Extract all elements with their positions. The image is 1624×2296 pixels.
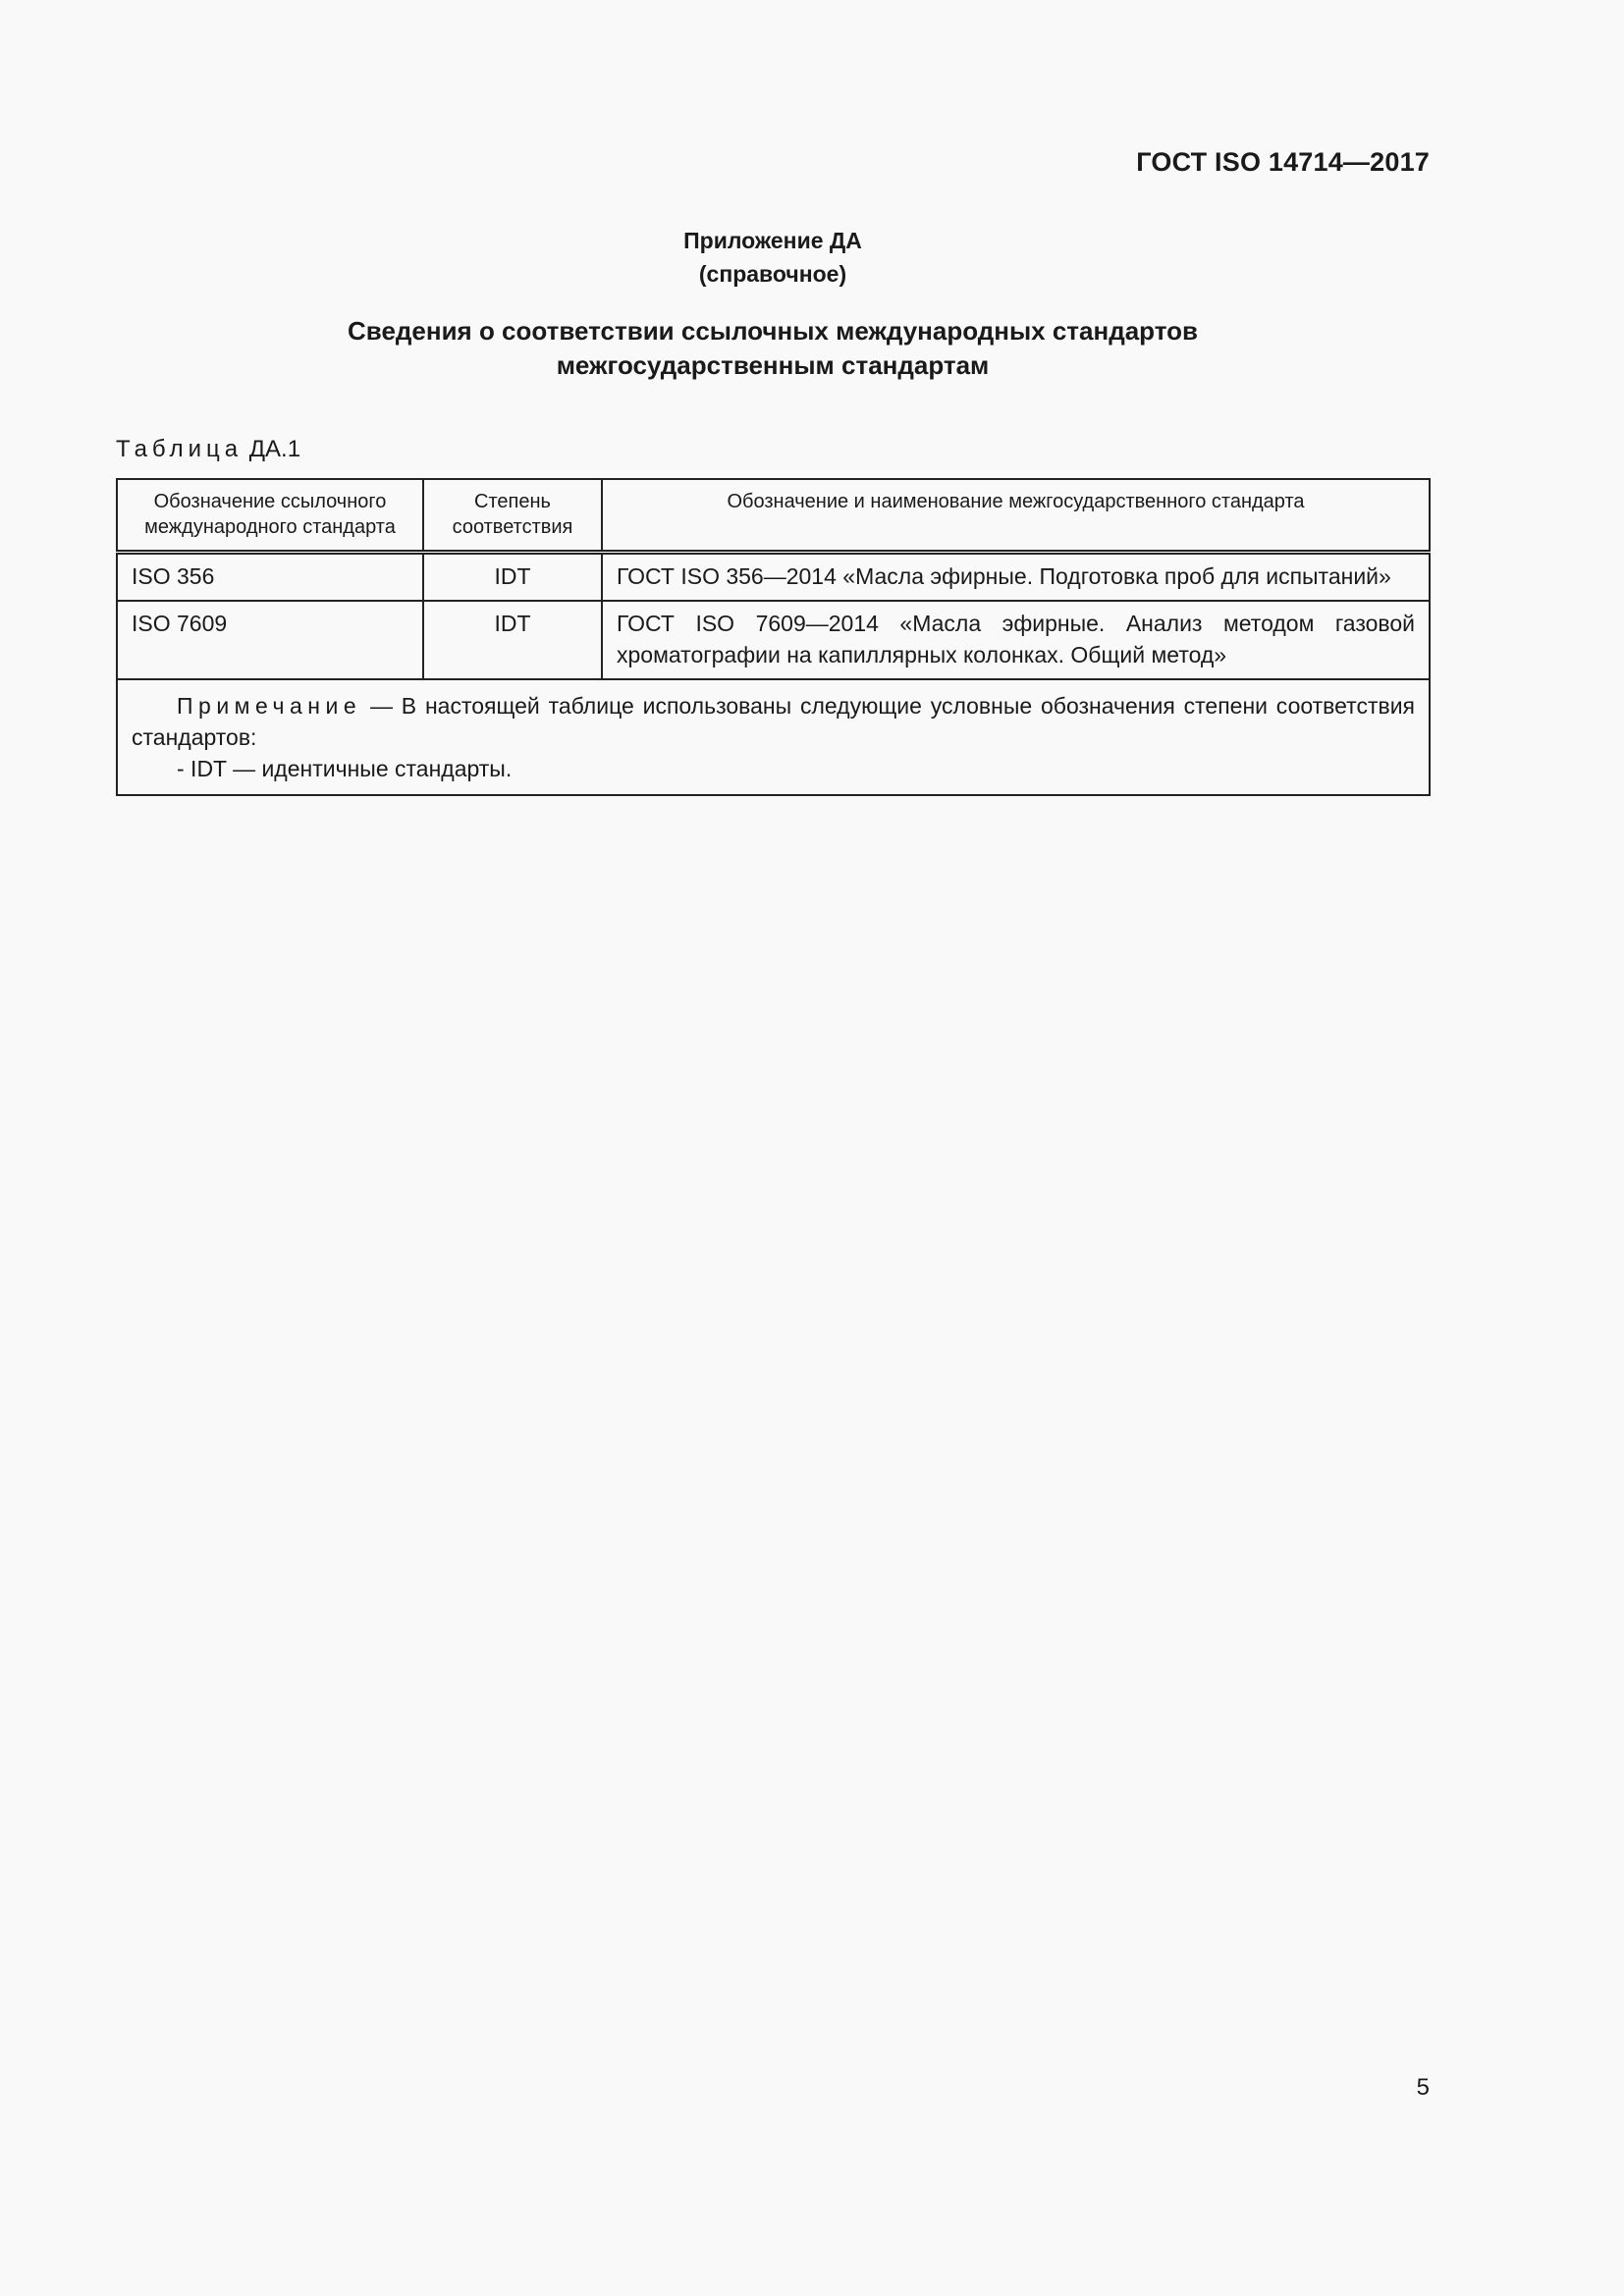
table-caption-number: ДА.1 <box>248 436 301 462</box>
annex-title <box>0 314 1545 383</box>
cell-national-standard: ГОСТ ISO 7609—2014 «Масла эфирные. Анализ методом газовой хроматографии на капиллярных колонках. Общий метод» <box>602 601 1430 679</box>
annex-heading <box>0 224 1545 291</box>
table-note-row <box>117 679 1430 795</box>
header-ref-standard: Обозначение ссылочного международного стандарта <box>117 479 423 553</box>
header-degree: Степень соответствия <box>423 479 602 553</box>
table-note <box>117 679 1430 795</box>
annex-name: Приложение ДА <box>683 228 862 253</box>
note-list-item: - IDT — идентичные стандарты. <box>177 756 513 781</box>
annex-kind: (справочное) <box>698 261 847 287</box>
cell-degree: IDT <box>423 601 602 679</box>
table-header-row <box>117 479 1430 553</box>
page-number: 5 <box>1416 2074 1430 2101</box>
table-caption <box>116 436 300 463</box>
note-label: Примечание <box>177 693 362 719</box>
note-paragraph <box>132 690 1415 753</box>
correspondence-table <box>116 478 1431 796</box>
cell-ref-standard: ISO 356 <box>117 553 423 602</box>
document-code: ГОСТ ISO 14714—2017 <box>1136 147 1430 177</box>
table-row <box>117 553 1430 602</box>
table-row <box>117 601 1430 679</box>
note-text: — В настоящей таблице использованы следующие условные обозначения степени соответствия стандартов: <box>132 693 1416 750</box>
annex-title-line-2: межгосударственным стандартам <box>556 350 990 380</box>
header-national-standard: Обозначение и наименование межгосударственного стандарта <box>602 479 1430 553</box>
table-caption-word: Таблица <box>116 436 244 462</box>
annex-title-line-1: Сведения о соответствии ссылочных международных стандартов <box>348 316 1198 346</box>
cell-ref-standard: ISO 7609 <box>117 601 423 679</box>
cell-national-standard: ГОСТ ISO 356—2014 «Масла эфирные. Подготовка проб для испытаний» <box>602 553 1430 602</box>
cell-degree: IDT <box>423 553 602 602</box>
